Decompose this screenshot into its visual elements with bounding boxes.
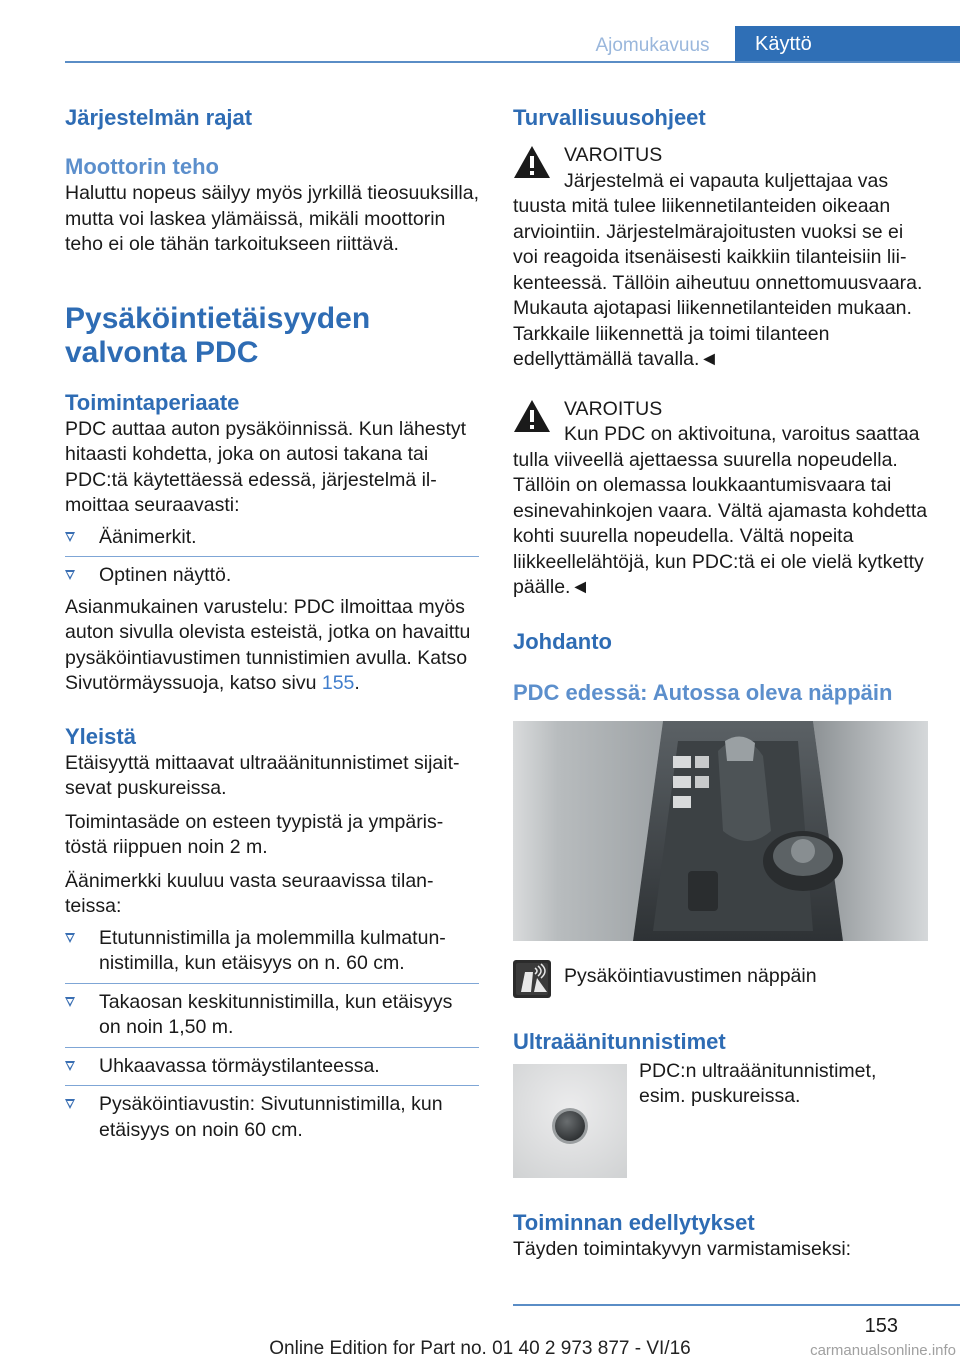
paragraph-edellytykset: Täyden toimintakyvyn varmistamiseksi: xyxy=(513,1237,852,1260)
warning-block-2 xyxy=(513,397,928,601)
list-ilmoitukset xyxy=(65,525,479,589)
list-divider xyxy=(65,556,479,557)
sensor-description: PDC:n ultraäänitunnistimet, esim. puskureissa. xyxy=(639,1059,877,1107)
parking-assist-button-icon xyxy=(513,960,551,998)
warning-title: VAROITUS xyxy=(564,144,663,166)
heading-jarjestelman-rajat: Järjestelmän rajat xyxy=(65,105,253,130)
warning-triangle-icon xyxy=(513,399,551,433)
bullet-triangle-icon xyxy=(65,570,75,580)
left-column xyxy=(65,100,479,1143)
list-item: Optinen näyttö. xyxy=(65,563,479,589)
header-rule xyxy=(65,61,960,63)
heading-ultraaanitunnistimet: Ultraäänitunnistimet xyxy=(513,1028,726,1054)
button-caption: Pysäköintiavustimen näppäin xyxy=(564,964,817,987)
paragraph-toimintaperiaate: PDC auttaa auton pysäköinnissä. Kun lähestyt hitaasti kohdetta, joka on autosi takana tai PDC:tä käytettäessä edessä, järjestelmä ilmoittaa seuraavasti: xyxy=(65,417,467,516)
header-chapter-label: Käyttö xyxy=(735,26,960,63)
heading-yleista: Yleistä xyxy=(65,723,136,749)
console-photo xyxy=(513,721,928,941)
pdc-button-row xyxy=(513,960,928,1000)
sensor-block xyxy=(513,1059,928,1178)
header-section-label: Ajomukavuus xyxy=(595,35,710,56)
paragraph-yleista-1: Etäisyyttä mittaavat ultraäänitunnistimet sijaitsevat puskureissa. xyxy=(65,751,460,799)
footer-edition: Online Edition for Part no. 01 40 2 973 877 - VI/16 xyxy=(269,1338,691,1359)
heading-toimintaperiaate: Toimintaperiaate xyxy=(65,389,240,415)
warning-triangle-icon xyxy=(513,145,551,179)
list-item: Etutunnistimilla ja molemmilla kulmatunnistimilla, kun etäisyys on n. 60 cm. xyxy=(65,926,479,977)
list-item: Pysäköintiavustin: Sivutunnistimilla, kun etäisyys on noin 60 cm. xyxy=(65,1092,479,1143)
heading-turvallisuusohjeet: Turvallisuusohjeet xyxy=(513,105,706,130)
page-link-155[interactable]: 155 xyxy=(321,672,355,694)
list-divider xyxy=(65,1085,479,1086)
list-aanimerkki xyxy=(65,926,479,1144)
list-divider xyxy=(65,983,479,984)
list-item: Uhkaavassa törmäystilanteessa. xyxy=(65,1054,479,1080)
paragraph-yleista-2: Toimintasäde on esteen tyypistä ja ympäristöstä riippuen noin 2 m. xyxy=(65,810,444,858)
warning-block-1 xyxy=(513,143,928,373)
paragraph-asianmukainen: Asianmukainen varustelu: PDC ilmoittaa myös auton sivulla olevista esteistä, jotka on havaittu pysäköintiavustimen tunnistimien avulla. Katso Sivutörmäyssuoja, katso sivu 155. xyxy=(65,595,471,694)
warning-title: VAROITUS xyxy=(564,397,663,420)
list-item: Takaosan keskitunnistimilla, kun etäisyys on noin 1,50 m. xyxy=(65,990,479,1041)
page-number: 153 xyxy=(864,1315,898,1337)
heading-moottorin-teho: Moottorin teho xyxy=(65,154,219,179)
heading-pdc: Pysäköintietäisyyden valvonta PDC xyxy=(65,301,371,369)
heading-johdanto: Johdanto xyxy=(513,628,612,654)
bullet-triangle-icon xyxy=(65,1061,75,1071)
bullet-triangle-icon xyxy=(65,1099,75,1109)
heading-toiminnan-edellytykset: Toiminnan edellytykset xyxy=(513,1209,755,1235)
center-console-image xyxy=(513,721,928,941)
warning-text-first-line: Järjestelmä ei vapauta kuljettajaa vas xyxy=(564,169,889,192)
list-item: Äänimerkit. xyxy=(65,525,479,551)
warning-text: tulla viiveellä ajettaessa suurella nopeudella. Tällöin on olemassa loukkaantumisvaara tai esinevahinkojen vaara. Vältä ajamasta kohdetta kohti suurella nopeudella. Vältä nopeita liikkeellelähtöjä, kun PDC:tä ei ole vielä kytketty päälle.◄ xyxy=(513,448,928,598)
bullet-triangle-icon xyxy=(65,933,75,943)
right-column xyxy=(513,100,928,1262)
warning-text: tuusta mitä tulee liikennetilanteiden oikeaan arviointiin. Järjestelmärajoitusten vuoksi se ei voi reagoida itsenäisesti kaikkiin tilanteisiin liikenteessä. Tällöin aiheutuu onnettomuusvaara. Mukauta ajotapasi liikennetilanteiden mukaan. Tarkkaile liikennettä ja toimi tilanteen edellyttämällä tavalla.◄ xyxy=(513,195,923,370)
paragraph-moottorin-teho: Haluttu nopeus säilyy myös jyrkillä tieosuuksilla, mutta voi laskea ylämäissä, mikäli moottorin teho ei ole tähän tarkoitukseen riittävä. xyxy=(65,182,480,255)
watermark: carmanualsonline.info xyxy=(810,1342,956,1359)
footer-rule xyxy=(513,1304,960,1306)
ultrasonic-sensor-image xyxy=(513,1064,627,1178)
list-divider xyxy=(65,1047,479,1048)
bullet-triangle-icon xyxy=(65,532,75,542)
warning-text-first-line: Kun PDC on aktivoituna, varoitus saattaa xyxy=(564,423,920,445)
paragraph-yleista-3: Äänimerkki kuuluu vasta seuraavissa tilanteissa: xyxy=(65,869,434,917)
bullet-triangle-icon xyxy=(65,997,75,1007)
heading-pdc-edessa: PDC edessä: Autossa oleva näppäin xyxy=(513,679,893,705)
